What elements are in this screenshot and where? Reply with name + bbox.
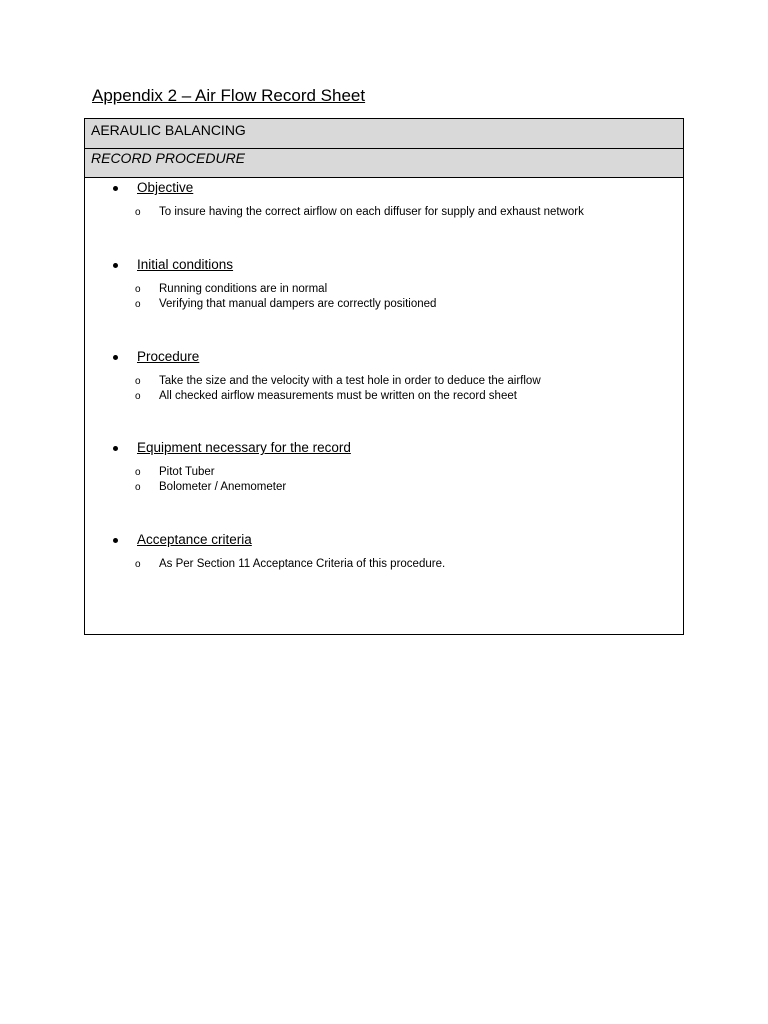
- list-item-text: Bolometer / Anemometer: [159, 481, 287, 493]
- circle-bullet-icon: o: [135, 376, 141, 387]
- circle-bullet-icon: o: [135, 299, 141, 310]
- section-title: Equipment necessary for the record: [137, 440, 351, 455]
- bullet-icon: [113, 538, 118, 543]
- sub-list: [85, 465, 683, 495]
- list-item: [85, 465, 683, 480]
- bullet-icon: [113, 263, 118, 268]
- section-title: Objective: [137, 180, 194, 195]
- record-sheet-box: [84, 118, 684, 635]
- circle-bullet-icon: o: [135, 284, 141, 295]
- bullet-icon: [113, 355, 118, 360]
- section-initial-conditions: [85, 256, 683, 312]
- sub-list: [85, 557, 683, 572]
- section-acceptance-criteria: [85, 531, 683, 572]
- list-item-text: Verifying that manual dampers are correctly positioned: [159, 298, 437, 310]
- sub-list: [85, 282, 683, 312]
- list-item: [85, 374, 683, 389]
- section-band-record-procedure: RECORD PROCEDURE: [85, 149, 683, 178]
- circle-bullet-icon: o: [135, 391, 141, 402]
- list-item: [85, 282, 683, 297]
- sub-list: [85, 374, 683, 404]
- section-procedure: [85, 348, 683, 404]
- section-equipment: [85, 439, 683, 495]
- section-title: Acceptance criteria: [137, 532, 252, 547]
- circle-bullet-icon: o: [135, 467, 141, 478]
- circle-bullet-icon: o: [135, 559, 141, 570]
- list-item: [85, 297, 683, 312]
- list-item: [85, 389, 683, 404]
- list-item: [85, 205, 683, 220]
- list-item-text: Running conditions are in normal: [159, 283, 328, 295]
- list-item: [85, 557, 683, 572]
- page-title: Appendix 2 – Air Flow Record Sheet: [92, 86, 366, 105]
- list-item-text: To insure having the correct airflow on each diffuser for supply and exhaust network: [159, 206, 584, 218]
- circle-bullet-icon: o: [135, 482, 141, 493]
- section-title: Procedure: [137, 349, 200, 364]
- list-item-text: Take the size and the velocity with a test hole in order to deduce the airflow: [159, 375, 541, 387]
- section-objective: [85, 179, 683, 220]
- bullet-icon: [113, 186, 118, 191]
- circle-bullet-icon: o: [135, 207, 141, 218]
- section-title: Initial conditions: [137, 257, 234, 272]
- bullet-icon: [113, 446, 118, 451]
- section-band-aeraulic-balancing: AERAULIC BALANCING: [85, 119, 683, 149]
- list-item-text: All checked airflow measurements must be written on the record sheet: [159, 390, 517, 402]
- list-item: [85, 480, 683, 495]
- list-item-text: Pitot Tuber: [159, 466, 215, 478]
- sub-list: [85, 205, 683, 220]
- list-item-text: As Per Section 11 Acceptance Criteria of this procedure.: [159, 558, 446, 570]
